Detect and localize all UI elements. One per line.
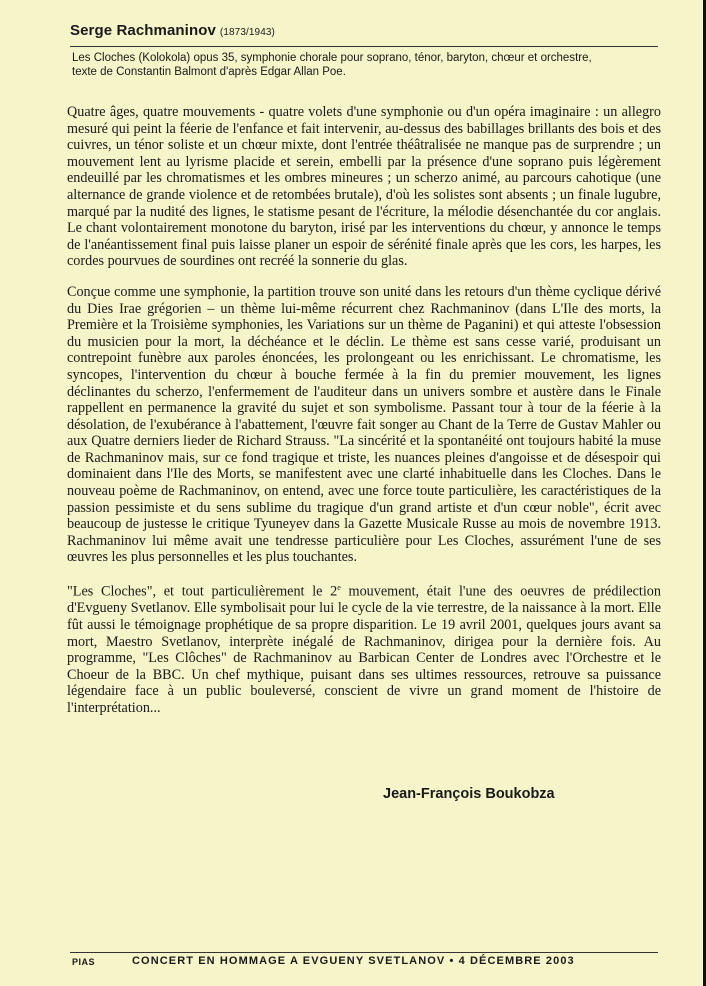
folio-label: PIAS xyxy=(72,957,96,967)
header-rule xyxy=(70,46,658,47)
paragraph-2: Conçue comme une symphonie, la partition trouve son unité dans les retours d'un thème cyclique dérivé du Dies Irae grégorien – un thème lui-même récurrent chez Rachmaninov (dans L'Ile des morts, la Première et la Troisième symphonies, les Variations sur un thème de Paganini) et qui atteste l'obsession du musicien pour la mort, la déchéance et le déclin. Le thème est sans cesse varié, produisant un contrepoint funèbre aux paroles énoncées, les prolongeant ou les enrichissant. Le chromatisme, les syncopes, l'intervention du chœur à bouche fermée à la fin du premier mouvement, les lignes déclinantes du scherzo, l'enfermement de l'auditeur dans un univers sombre et austère dans le Finale rappellent en permanence la gravité du sujet et son symbolisme. Passant tour à tour de la féerie à la désolation, de l'exubérance à l'abattement, l'œuvre fait songer au Chant de la Terre de Gustav Mahler ou aux Quatre derniers lieder de Richard Strauss. "La sincérité et la spontanéité ont toujours habité la muse de Rachmaninov mais, sur ce fond tragique et triste, les nuances pleines d'angoisse et de désespoir qui dominaient dans l'Ile des Morts, se manifestent avec une clarté inhabituelle dans les Cloches. Dans le nouveau poème de Rachmaninov, on entend, avec une force toute particulière, les caractéristiques de la passion pessimiste et du sens sublime du tragique d'un grand artiste et d'un cœur noble", écrit avec beaucoup de justesse le critique Tyuneyev dans la Gazette Musicale Russe au mois de novembre 1913. Rachmaninov lui même avait une tendresse particulière pour Les Cloches, assurément l'une de ses œuvres les plus personnelles et les plus touchantes. xyxy=(67,283,661,566)
paragraph-1: Quatre âges, quatre mouvements - quatre volets d'une symphonie ou d'un opéra imaginaire : un allegro mesuré qui peint la féerie de l'enfance et fait intervenir, au-dessus des babillages brillants des bois et des cuivres, un ténor soliste et un chœur mixte, dont l'entrée théâtralisée ne manque pas de surprendre ; un mouvement lent au lyrisme placide et serein, embelli par la présence d'une soprano puis légèrement endeuillé par les chromatismes et les ombres mineures ; un scherzo animé, au parcours cahotique (une alternance de grande violence et de retombées brutale), d'où les solistes sont absents ; un finale lugubre, marqué par la nudité des lignes, le statisme pesant de l'écriture, la mélodie désenchantée du cor anglais. Le chant volontairement monotone du baryton, irisé par les interventions du chœur, y annonce le temps de l'anéantissement final puis laisse planer un espoir de sérénité finale après que les cors, les harpes, les cordes pourvues de sourdines ont recréé la sonnerie du glas. xyxy=(67,104,661,270)
footer-title: CONCERT EN HOMMAGE A EVGUENY SVETLANOV • 4 DÉCEMBRE 2003 xyxy=(132,955,575,967)
composer-dates: (1873/1943) xyxy=(219,27,275,38)
paragraph-3-rest: mouvement, était l'une des oeuvres de prédilection d'Evgueny Svetlanov. Elle symbolisait pour lui le cycle de la vie terrestre, de la naissance à la mort. Elle fût aussi le témoignage prophétique de sa propre disparition. Le 19 avril 2001, quelques jours avant sa mort, Maestro Svetlanov, interprète inégalé de Rachmaninov, dirigea pour la dernière fois. Au programme, "Les Clôches" de Rachmaninov au Barbican Center de Londres avec l'Orchestre et le Choeur de la BBC. Un chef mythique, puisant dans ses ultimes ressources, retrouve sa puissance légendaire face à un public bouleversé, conscient de vivre un grand moment de l'histoire de l'interprétation... xyxy=(67,583,661,716)
work-text-source: texte de Constantin Balmont d'après Edgar Allan Poe. xyxy=(72,66,346,78)
author-signature: Jean-François Boukobza xyxy=(383,786,555,802)
paragraph-3-lead: "Les Cloches", et tout particulièrement le 2 xyxy=(67,583,338,600)
work-description xyxy=(72,51,658,79)
composer-name: Serge Rachmaninov xyxy=(70,22,216,39)
composer-heading xyxy=(70,22,275,39)
work-title: Les Cloches (Kolokola) opus 35, symphonie chorale pour soprano, ténor, baryton, chœur et orchestre, xyxy=(72,52,592,64)
ordinal-superscript: e xyxy=(337,583,341,593)
paragraph-3 xyxy=(67,580,661,716)
footer-rule xyxy=(70,952,658,953)
article-body xyxy=(67,104,661,731)
